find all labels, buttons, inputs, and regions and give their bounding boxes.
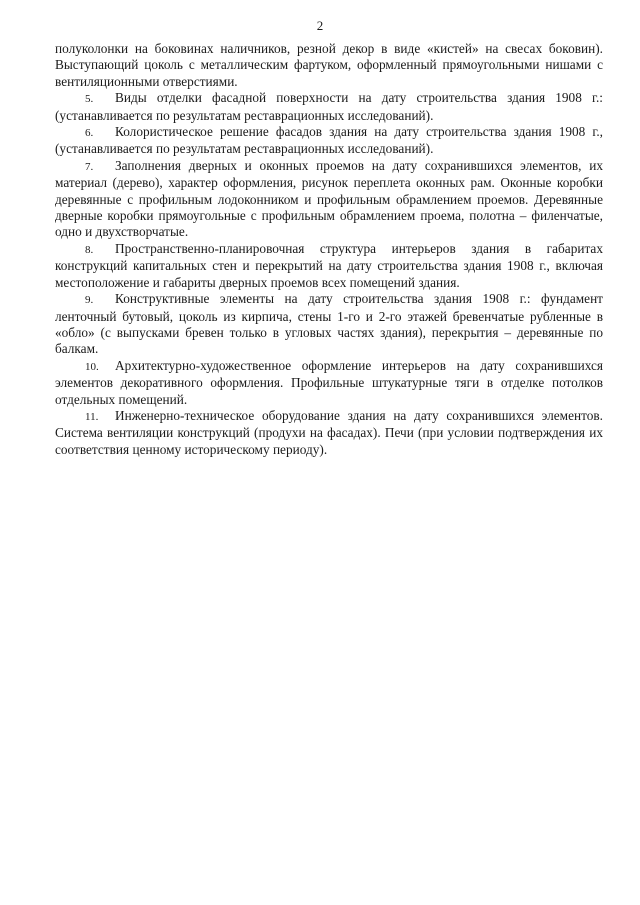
item-text: Пространственно-планировочная структура интерьеров здания в габаритах конструкций капитальных стен и перекрытий на дату строительства здания 1908 г., включая местоположение и габариты дверных проемов всех помещений здания. (55, 240, 603, 290)
item-text: Конструктивные элементы на дату строительства здания 1908 г.: фундамент ленточный бутовый, цоколь из кирпича, стены 1-го и 2-го этажей бревенчатые рубленные в «обло» (с выпусками бревен только в угловых частях здания), перекрытия – деревянные по балкам. (55, 291, 603, 357)
list-item (55, 124, 603, 158)
list-item (55, 90, 603, 124)
item-text: Заполнения дверных и оконных проемов на дату сохранившихся элементов, их материал (дерево), характер оформления, рисунок переплета оконных рам. Оконные коробки деревянные с профильным лодоконником и профильным обрамлением проемов. Деревянные дверные коробки прямоугольные с профильным обрамлением проема, полотна – филенчатые, одно и двухстворчатые. (55, 157, 603, 240)
document-body (55, 41, 603, 458)
item-text: Инженерно-техническое оборудование здания на дату сохранившихся элементов. Система вентиляции конструкций (продухи на фасадах). Печи (при условии подтверждения их соответствия ценному историческому периоду). (55, 407, 603, 457)
list-item (55, 358, 603, 408)
list-item (55, 408, 603, 458)
list-item (55, 291, 603, 358)
item-number: 5. (85, 93, 94, 106)
page-number: 2 (316, 18, 324, 33)
list-item (55, 158, 603, 241)
item-number: 8. (85, 243, 94, 256)
item-number: 11. (85, 410, 99, 423)
item-number: 7. (85, 160, 94, 173)
item-number: 6. (85, 127, 94, 140)
item-text: Колористическое решение фасадов здания на дату строительства здания 1908 г., (устанавливается по результатам реставрационных исследований). (55, 124, 603, 157)
list-item (55, 241, 603, 291)
item-text: Архитектурно-художественное оформление интерьеров на дату сохранившихся элементов декоративного оформления. Профильные штукатурные тяги в отделке потолков отдельных помещений. (55, 357, 603, 407)
item-number: 10. (85, 360, 99, 373)
item-number: 9. (85, 294, 94, 307)
intro-paragraph: полуколонки на боковинах наличников, резной декор в виде «кистей» на свесах боковин). Выступающий цоколь с металлическим фартуком, оформленный прямоугольными нишами с вентиляционными отверстиями. (55, 41, 603, 89)
item-text: Виды отделки фасадной поверхности на дату строительства здания 1908 г.: (устанавливается по результатам реставрационных исследований). (55, 90, 603, 123)
